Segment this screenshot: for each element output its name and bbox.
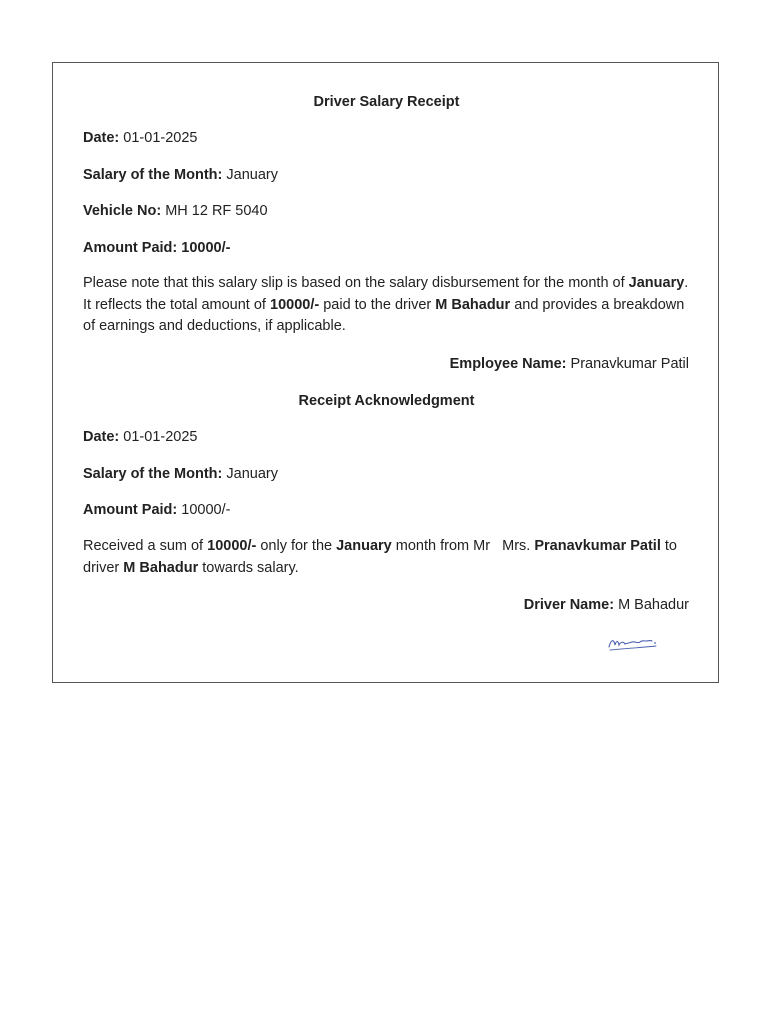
employee-label: Employee Name:: [449, 356, 567, 372]
driver-label: Driver Name:: [523, 597, 615, 613]
ack-date-value: 01-01-2025: [123, 429, 198, 445]
receipt-date: [83, 129, 197, 147]
receipt-month: [83, 166, 278, 184]
amount-value: 10000/-: [181, 240, 231, 256]
received-driver: M Bahadur: [123, 559, 199, 576]
received-text-5: towards salary.: [198, 559, 299, 576]
handwritten-signature-icon: [606, 631, 666, 655]
ack-month-label: Salary of the Month:: [83, 466, 223, 482]
ack-amount-label: Amount Paid:: [83, 502, 178, 518]
note-text-3: paid to the driver: [319, 296, 436, 313]
vehicle-label: Vehicle No:: [83, 203, 162, 219]
ack-date-label: Date:: [83, 429, 120, 445]
driver-name: [524, 596, 689, 614]
ack-date: [83, 428, 197, 446]
ack-month: [83, 465, 278, 483]
received-amount: 10000/-: [207, 538, 257, 554]
salary-receipt: [52, 62, 719, 683]
acknowledgment-title: Receipt Acknowledgment: [298, 393, 475, 409]
employee-value: Pranavkumar Patil: [570, 356, 689, 372]
received-month: January: [336, 538, 392, 554]
received-text-3: month from Mr Mrs.: [391, 538, 535, 554]
employee-name: [450, 355, 689, 373]
note-text-1: Please note that this salary slip is based on the salary disbursement for the month of: [83, 275, 629, 291]
received-text-2: only for the: [256, 538, 337, 554]
ack-amount-value: 10000/-: [181, 502, 231, 518]
month-label: Salary of the Month:: [83, 167, 223, 183]
note-driver: M Bahadur: [435, 296, 511, 313]
date-value: 01-01-2025: [123, 130, 198, 146]
receipt-vehicle: [83, 202, 268, 220]
received-text-4: to driver: [83, 538, 677, 576]
received-employee: Pranavkumar Patil: [534, 538, 661, 554]
note-month: January: [628, 275, 685, 291]
month-value: January: [226, 167, 278, 183]
received-paragraph: [83, 536, 683, 579]
note-text-2: . It reflects the total amount of: [83, 275, 689, 313]
note-text-4: and provides a breakdown of earnings and deductions, if applicable.: [83, 296, 685, 334]
salary-note-paragraph: [83, 273, 693, 338]
note-amount: 10000/-: [270, 296, 320, 313]
vehicle-value: MH 12 RF 5040: [165, 203, 268, 219]
amount-label: Amount Paid:: [83, 240, 178, 256]
ack-month-value: January: [226, 466, 278, 482]
driver-value: M Bahadur: [618, 597, 689, 613]
receipt-amount: [83, 239, 230, 257]
received-text-1: Received a sum of: [83, 538, 208, 554]
ack-amount: [83, 501, 230, 519]
receipt-title: Driver Salary Receipt: [313, 94, 460, 110]
date-label: Date:: [83, 130, 120, 146]
